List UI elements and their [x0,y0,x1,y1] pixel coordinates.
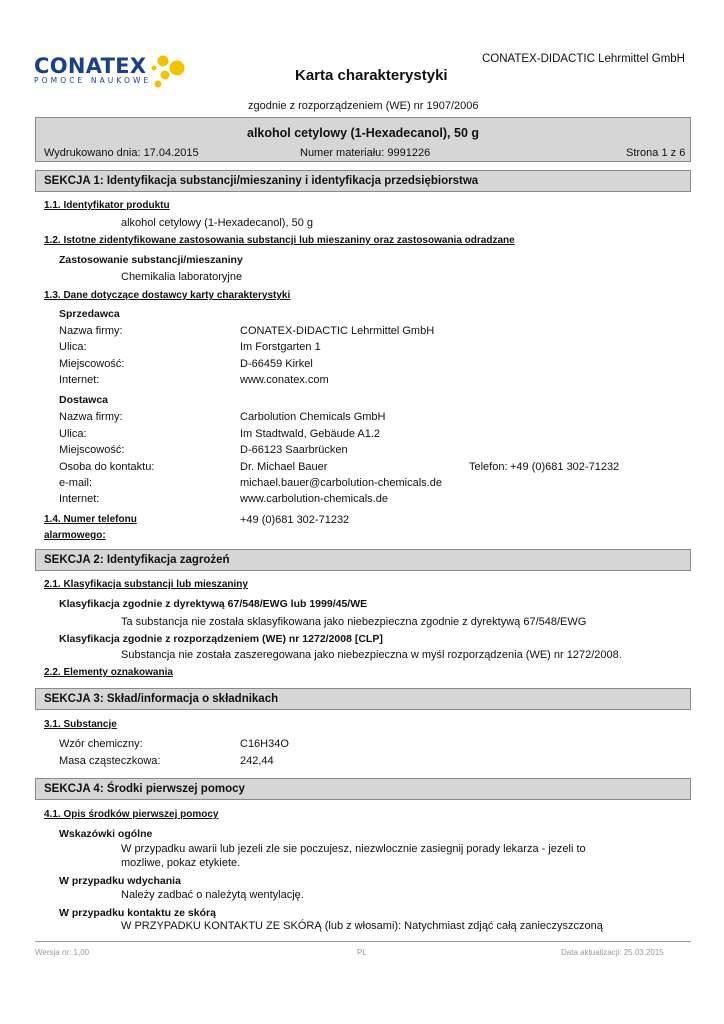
subsection-2-1: 2.1. Klasyfikacja substancji lub mieszaniny [44,579,248,590]
classification-label-1: Klasyfikacja zgodnie z dyrektywą 67/548/EWG lub 1999/45/WE [59,598,368,610]
classification-text-2: Substancja nie została zaszeregowana jako niebezpieczna w myśl rozporządzenia (WE) nr 1272/2008. [121,649,622,661]
section-4-bar [35,778,691,800]
phone-label: Telefon: [469,461,508,473]
seller-value: Im Forstgarten 1 [240,341,321,353]
subsection-1-2: 1.2. Istotne zidentyfikowane zastosowania substancji lub mieszaniny oraz zastosowania odradzane [44,235,515,246]
seller-key: Internet: [59,374,100,386]
section-2-bar [35,549,691,571]
seller-value: www.conatex.com [240,374,329,386]
supplier-key: Internet: [59,493,100,505]
general-advice-text-1: W przypadku awarii lub jezeli zle sie poczujesz, niezwlocznie zasiegnij porady lekarza - jezeli to [121,843,586,855]
company-name-top: CONATEX-DIDACTIC Lehrmittel GmbH [482,53,685,65]
supplier-key: Ulica: [59,428,87,440]
use-label: Zastosowanie substancji/mieszaniny [59,254,243,266]
seller-key: Nazwa firmy: [59,325,123,337]
subsection-2-2: 2.2. Elementy oznakowania [44,667,173,678]
logo-name: CONATEX [34,54,147,78]
substance-key: Wzór chemiczny: [59,738,143,750]
phone-value: +49 (0)681 302-71232 [510,461,620,473]
subsection-4-1: 4.1. Opis środków pierwszej pomocy [44,809,219,820]
subsection-3-1: 3.1. Substancje [44,719,117,730]
logo-subtitle: POMOCE NAUKOWE [34,76,152,85]
section-1-title: SEKCJA 1: Identyfikacja substancji/mieszaniny i identyfikacja przedsiębiorstwa [44,175,479,187]
supplier-website[interactable]: www.carbolution-chemicals.de [240,493,388,505]
substance-key: Masa cząsteczkowa: [59,755,161,767]
footer-update-date: Data aktualizacji: 25.03.2015 [561,948,664,957]
subsection-1-1: 1.1. Identyfikator produktu [44,200,170,211]
product-title: alkohol cetylowy (1-Hexadecanol), 50 g [247,126,480,140]
section-4-title: SEKCJA 4: Środki pierwszej pomocy [44,783,245,795]
classification-text-1: Ta substancja nie została sklasyfikowana jako niebezpieczna zgodnie z dyrektywą 67/548/EWG [121,616,587,628]
supplier-value: Im Stadtwald, Gebäude A1.2 [240,428,381,440]
supplier-key: Nazwa firmy: [59,411,123,423]
skin-contact-text: W PRZYPADKU KONTAKTU ZE SKÓRĄ (lub z włosami): Natychmiast zdjąć całą zanieczyszczoną [121,920,603,932]
seller-key: Ulica: [59,341,87,353]
supplier-key: Miejscowość: [59,444,125,456]
section-2-title: SEKCJA 2: Identyfikacja zagrożeń [44,554,230,566]
footer-language: PL [357,948,367,957]
material-number: Numer materiału: 9991226 [300,147,431,159]
seller-label: Sprzedawca [59,308,120,320]
substance-value: 242,44 [240,755,274,767]
footer-version: Wersja nr: 1,00 [35,948,90,957]
classification-label-2: Klasyfikacja zgodnie z rozporządzeniem (WE) nr 1272/2008 [CLP] [59,633,383,645]
regulation-line: zgodnie z rozporządzeniem (WE) nr 1907/2006 [248,100,479,112]
subsection-1-3: 1.3. Dane dotyczące dostawcy karty charakterystyki [44,290,291,301]
section-3-bar [35,688,691,710]
footer-divider [35,941,691,942]
supplier-value: Dr. Michael Bauer [240,461,328,473]
supplier-key: e-mail: [59,477,93,489]
inhalation-text: Należy zadbać o należytą wentylację. [121,889,304,901]
logo-dots-icon [150,54,190,90]
inhalation-label: W przypadku wdychania [59,875,181,887]
supplier-value: D-66123 Saarbrücken [240,444,348,456]
section-3-title: SEKCJA 3: Skład/informacja o składnikach [44,693,279,705]
general-advice-text-2: mozliwe, pokaz etykiete. [121,857,241,869]
page-number: Strona 1 z 6 [626,147,686,159]
supplier-value: Carbolution Chemicals GmbH [240,411,386,423]
seller-value: CONATEX-DIDACTIC Lehrmittel GmbH [240,325,435,337]
supplier-email[interactable]: michael.bauer@carbolution-chemicals.de [240,477,442,489]
use-value: Chemikalia laboratoryjne [121,271,243,283]
supplier-key: Osoba do kontaktu: [59,461,155,473]
product-identifier: alkohol cetylowy (1-Hexadecanol), 50 g [121,217,313,229]
document-title: Karta charakterystyki [295,67,448,84]
emergency-phone: +49 (0)681 302-71232 [240,514,350,526]
skin-contact-label: W przypadku kontaktu ze skórą [59,907,216,919]
general-advice-label: Wskazówki ogólne [59,828,153,840]
seller-value: D-66459 Kirkel [240,358,313,370]
subsection-1-4-line2: alarmowego: [44,530,106,541]
substance-value: C16H34O [240,738,289,750]
supplier-label: Dostawca [59,394,109,406]
print-date: Wydrukowano dnia: 17.04.2015 [44,147,199,159]
subsection-1-4-line1: 1.4. Numer telefonu [44,514,137,525]
seller-key: Miejscowość: [59,358,125,370]
section-1-bar [35,170,691,192]
